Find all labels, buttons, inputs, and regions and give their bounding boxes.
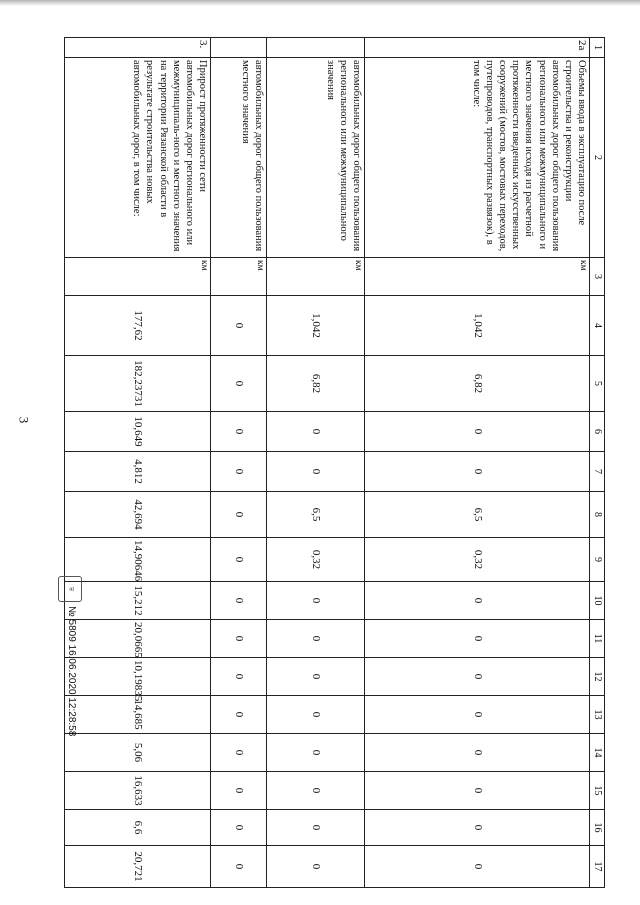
table-body [65, 38, 590, 888]
value-cell: 0 [267, 696, 365, 734]
value-cell: 0 [365, 810, 590, 846]
value-cell: 0 [211, 734, 267, 772]
row-label: автомобильных дорог общего пользования регионального или межмуниципального значения [267, 58, 365, 258]
value-cell: 0,32 [365, 538, 590, 582]
column-header: 17 [590, 846, 605, 888]
column-header: 16 [590, 810, 605, 846]
column-header: 5 [590, 356, 605, 412]
value-cell: 0 [267, 772, 365, 810]
value-cell: 10,649 [65, 412, 211, 452]
value-cell: 0 [365, 734, 590, 772]
value-cell: 0 [365, 846, 590, 888]
scan-edge [0, 0, 640, 6]
value-cell: 15,212 [65, 582, 211, 620]
value-cell: 20,0665 [65, 620, 211, 658]
column-header: 6 [590, 412, 605, 452]
value-cell: 10,19835 [65, 658, 211, 696]
value-cell: 42,694 [65, 492, 211, 538]
column-header: 2 [590, 58, 605, 258]
column-header: 7 [590, 452, 605, 492]
value-cell: 6,82 [267, 356, 365, 412]
column-header: 10 [590, 582, 605, 620]
value-cell: 0 [211, 846, 267, 888]
value-cell: 0 [211, 582, 267, 620]
row-index [267, 38, 365, 58]
value-cell: 16,633 [65, 772, 211, 810]
value-cell: 0 [267, 658, 365, 696]
column-header: 3 [590, 258, 605, 296]
table-wrapper [64, 37, 605, 882]
row-label: Прирост протяженности сети автомобильных дорог регионального или межмуниципаль-ного и местного значения на территории Рязанской области в результате строительства новых автомобильных дорог, в том числе: [65, 58, 211, 258]
value-cell: 14,685 [65, 696, 211, 734]
value-cell: 0 [365, 696, 590, 734]
value-cell: 0 [211, 452, 267, 492]
unit-cell: км [267, 258, 365, 296]
seal-icon: ⛨ [58, 576, 82, 602]
column-header: 14 [590, 734, 605, 772]
value-cell: 0 [211, 810, 267, 846]
row-index: 3. [65, 38, 211, 58]
column-header: 1 [590, 38, 605, 58]
value-cell: 14,90646 [65, 538, 211, 582]
column-header: 12 [590, 658, 605, 696]
column-header: 8 [590, 492, 605, 538]
column-header: 13 [590, 696, 605, 734]
value-cell: 4,812 [65, 452, 211, 492]
value-cell: 0 [267, 810, 365, 846]
value-cell: 0 [365, 658, 590, 696]
value-cell: 1,042 [365, 296, 590, 356]
value-cell: 0 [267, 734, 365, 772]
value-cell: 20,721 [65, 846, 211, 888]
column-header: 11 [590, 620, 605, 658]
row-label: Объемы ввода в эксплуатацию после строительства и реконструкции автомобильных дорог общего пользования регионального или межмуниципального и местного значения исходя из расчетной протяженности введенных искусственных сооружений (мостов, мостовых переходов, путепроводов, транспортных развязок), в том числе: [365, 58, 590, 258]
value-cell: 6,82 [365, 356, 590, 412]
value-cell: 0 [267, 620, 365, 658]
value-cell: 0,32 [267, 538, 365, 582]
table-row [365, 38, 590, 888]
page-number: 3 [16, 416, 32, 424]
value-cell: 0 [211, 356, 267, 412]
value-cell: 0 [365, 452, 590, 492]
data-table [64, 37, 605, 888]
table-row [267, 38, 365, 888]
unit-cell: км [65, 258, 211, 296]
value-cell: 0 [267, 582, 365, 620]
value-cell: 0 [211, 492, 267, 538]
value-cell: 0 [365, 620, 590, 658]
unit-cell: км [211, 258, 267, 296]
value-cell: 0 [365, 412, 590, 452]
value-cell: 5,06 [65, 734, 211, 772]
value-cell: 1,042 [267, 296, 365, 356]
registration-stamp [52, 576, 88, 737]
column-header: 9 [590, 538, 605, 582]
column-header: 4 [590, 296, 605, 356]
value-cell: 0 [267, 846, 365, 888]
value-cell: 0 [365, 582, 590, 620]
value-cell: 182,23731 [65, 356, 211, 412]
value-cell: 0 [211, 772, 267, 810]
value-cell: 6,6 [65, 810, 211, 846]
value-cell: 6,5 [267, 492, 365, 538]
value-cell: 0 [267, 452, 365, 492]
value-cell: 177,62 [65, 296, 211, 356]
value-cell: 0 [211, 538, 267, 582]
row-label: автомобильных дорог общего пользования местного значения [211, 58, 267, 258]
value-cell: 0 [211, 658, 267, 696]
value-cell: 0 [211, 412, 267, 452]
unit-cell: км [365, 258, 590, 296]
value-cell: 0 [267, 412, 365, 452]
column-header: 15 [590, 772, 605, 810]
value-cell: 0 [211, 620, 267, 658]
row-index: 2а [365, 38, 590, 58]
table-row [65, 38, 211, 888]
row-index [211, 38, 267, 58]
value-cell: 0 [211, 296, 267, 356]
stamp-text: № 5809 16.06.2020 12:28:58 [66, 606, 77, 737]
table-row [211, 38, 267, 888]
header-row [590, 38, 605, 888]
value-cell: 0 [365, 772, 590, 810]
value-cell: 0 [211, 696, 267, 734]
value-cell: 6,5 [365, 492, 590, 538]
